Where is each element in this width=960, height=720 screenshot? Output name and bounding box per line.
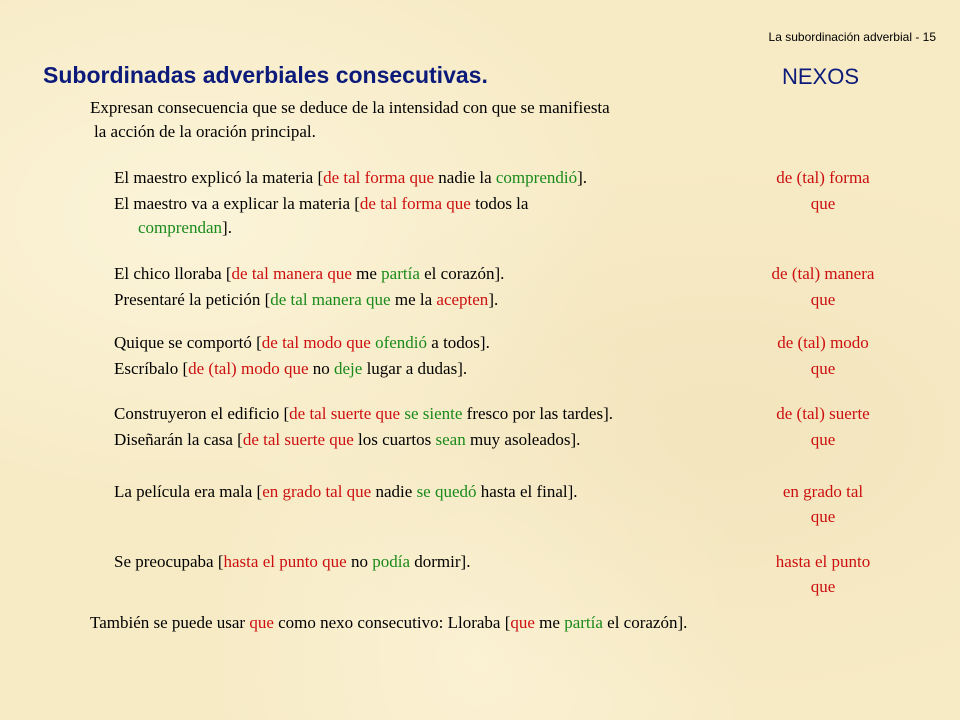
- text-segment: el corazón].: [419, 264, 505, 283]
- nexos-heading: NEXOS: [782, 64, 860, 89]
- verb-segment: sean: [435, 430, 466, 449]
- text-segment: fresco por las tardes].: [462, 404, 613, 423]
- nexo-modo: de (tal) modo: [777, 333, 869, 352]
- intro-line-1: Expresan consecuencia que se deduce de la intensidad con que se manifiesta: [90, 98, 610, 117]
- verb-segment: podía: [372, 552, 411, 571]
- text-segment: El maestro va a explicar la materia [: [114, 194, 360, 213]
- verb-segment: partía: [564, 613, 603, 632]
- verb-segment: se quedó: [416, 482, 477, 501]
- example-7: [114, 402, 613, 426]
- nexo-segment: que: [510, 613, 535, 632]
- text-segment: muy asoleados].: [465, 430, 581, 449]
- nexo-segment: de tal suerte que: [289, 404, 401, 423]
- example-1: [114, 166, 587, 190]
- text-segment: el corazón].: [602, 613, 688, 632]
- nexo-segment: acepten: [436, 290, 489, 309]
- text-segment: Construyeron el edificio [: [114, 404, 290, 423]
- intro-line-2: la acción de la oración principal.: [94, 122, 316, 141]
- text-segment: no: [346, 552, 373, 571]
- nexo-segment: que: [249, 613, 274, 632]
- text-segment: me: [534, 613, 565, 632]
- verb-segment: comprendió: [495, 168, 578, 187]
- verb-segment: partía: [381, 264, 420, 283]
- nexo-punto-que: que: [810, 577, 836, 596]
- nexo-suerte: de (tal) suerte: [776, 404, 870, 423]
- text-segment: ].: [577, 168, 588, 187]
- text-segment: También se puede usar: [90, 613, 250, 632]
- text-segment: El chico lloraba [: [114, 264, 232, 283]
- example-9: [114, 480, 578, 504]
- verb-segment: de tal manera que: [270, 290, 391, 309]
- text-segment: hasta el final].: [476, 482, 578, 501]
- example-3: [114, 262, 504, 286]
- text-segment: El maestro explicó la materia [: [114, 168, 324, 187]
- nexo-segment: hasta el punto que: [223, 552, 347, 571]
- slide-header: La subordinación adverbial - 15: [768, 30, 936, 44]
- text-segment: Quique se comportó [: [114, 333, 262, 352]
- text-segment: dormir].: [410, 552, 471, 571]
- nexo-segment: de tal modo que: [261, 333, 371, 352]
- example-5: [114, 331, 490, 355]
- example-10: [114, 550, 470, 574]
- nexo-segment: de tal forma que: [323, 168, 435, 187]
- text-segment: a todos].: [427, 333, 490, 352]
- text-segment: ].: [488, 290, 499, 309]
- text-segment: no: [308, 359, 334, 378]
- text-segment: nadie la: [434, 168, 496, 187]
- nexo-forma: de (tal) forma: [776, 168, 870, 187]
- text-segment: Presentaré la petición [: [114, 290, 271, 309]
- verb-segment: comprendan: [138, 218, 223, 237]
- verb-segment: deje: [334, 359, 363, 378]
- nexo-segment: de (tal) modo que: [188, 359, 309, 378]
- text-segment: me la: [390, 290, 437, 309]
- text-segment: todos la: [470, 194, 529, 213]
- text-segment: Se preocupaba [: [114, 552, 224, 571]
- footer-note: [90, 611, 687, 635]
- text-segment: Diseñarán la casa [: [114, 430, 243, 449]
- nexo-segment: de tal suerte que: [242, 430, 354, 449]
- text-segment: me: [351, 264, 382, 283]
- text-segment: Escríbalo [: [114, 359, 189, 378]
- intro-text: [90, 96, 610, 144]
- example-2: [114, 192, 528, 216]
- nexo-manera-que: que: [810, 290, 836, 309]
- slide-title: Subordinadas adverbiales consecutivas.: [43, 62, 488, 88]
- verb-segment: se siente: [404, 404, 463, 423]
- nexo-punto: hasta el punto: [775, 552, 871, 571]
- text-segment: como nexo consecutivo: Lloraba [: [273, 613, 511, 632]
- text-segment: los cuartos: [353, 430, 436, 449]
- verb-segment: ofendió: [375, 333, 428, 352]
- text-segment: La película era mala [: [114, 482, 263, 501]
- nexo-grado-que: que: [810, 507, 836, 526]
- nexo-segment: de tal manera que: [231, 264, 352, 283]
- example-6: [114, 357, 467, 381]
- text-segment: ].: [222, 218, 232, 237]
- text-segment: lugar a dudas].: [362, 359, 468, 378]
- text-segment: nadie: [371, 482, 417, 501]
- nexo-segment: de tal forma que: [359, 194, 471, 213]
- nexo-modo-que: que: [810, 359, 836, 378]
- nexo-manera: de (tal) manera: [771, 264, 875, 283]
- nexo-grado: en grado tal: [782, 482, 864, 501]
- nexo-suerte-que: que: [810, 430, 836, 449]
- nexo-forma-que: que: [810, 194, 836, 213]
- example-4: [114, 288, 498, 312]
- example-8: [114, 428, 580, 452]
- example-2-continuation: [114, 216, 232, 240]
- nexo-segment: en grado tal que: [262, 482, 372, 501]
